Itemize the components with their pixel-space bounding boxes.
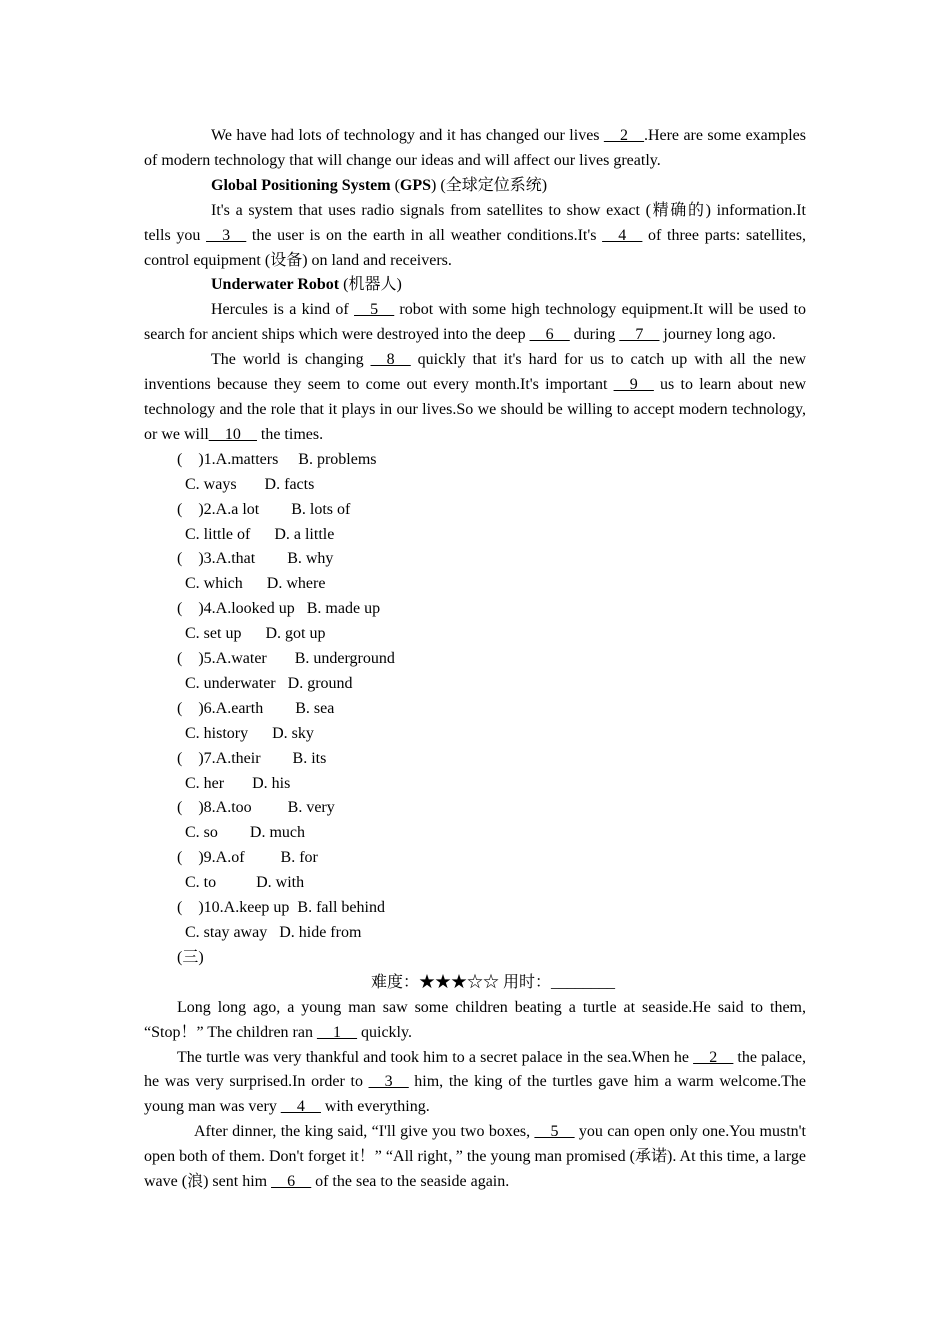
text-run: the user is on the earth in all weather conditions.It's [246,226,603,244]
question-line: ( )3.A.that B. why [177,550,334,568]
text-run: Long long ago, a young man saw some children beating a turtle at seaside.He said to them, “Stop！” The children ran [144,998,806,1041]
question-options: C. to D. with [185,874,305,892]
question-options: C. her D. his [185,774,291,792]
text-run: The turtle was very thankful and took him to a secret palace in the sea.When he [177,1048,694,1066]
text-run: (机器人) [339,276,402,294]
blank-3: __3__ [368,1073,409,1091]
blank-5: __5__ [354,301,395,319]
text-run: with everything. [320,1098,430,1116]
blank-4: __4__ [602,226,643,244]
text-run: during [569,326,620,344]
question-options: C. underwater D. ground [185,674,353,692]
question-line: ( )7.A.their B. its [177,749,327,767]
passage-paragraph [144,124,806,174]
question-line: ( )9.A.of B. for [177,849,318,867]
document-page [144,124,806,1195]
question-line: ( )1.A.matters B. problems [177,450,377,468]
text-run: him, the king of the turtles gave him a warm welcome.The young man was very [144,1073,806,1116]
text-run: quickly. [357,1023,412,1041]
blank-7: __7__ [619,326,660,344]
passage-paragraph [144,996,806,1046]
text-run: the times. [256,425,324,443]
passage-paragraph [144,199,806,274]
text-run: It's a system that uses radio signals from satellites to show exact (精确的) information.It tells you [144,201,806,244]
text-run: you can open only one.You mustn't open both of them. Don't forget it！” “All right，” the young man promised (承诺). At this time, a large wave (浪) sent him [144,1123,806,1191]
blank-3: __3__ [206,226,247,244]
text-run: the palace, he was very surprised.In order to [144,1048,807,1091]
text-run: journey long ago. [659,326,776,344]
passage-paragraph [144,348,806,448]
question-options: C. little of D. a little [185,525,335,543]
blank-6: __6__ [529,326,570,344]
question-line: ( )4.A.looked up B. made up [177,600,381,618]
blank-2: __2__ [603,127,644,144]
text-run: us to learn about new technology and the role that it plays in our lives.So we should be willing to accept modern technology, or we will [144,376,806,443]
blank-4: __4__ [280,1098,321,1116]
passage-paragraph [144,1046,806,1121]
heading-bold: Underwater Robot [211,276,340,294]
question-options: C. set up D. got up [185,625,326,643]
question-line: ( )10.A.keep up B. fall behind [177,899,385,917]
heading-abbrev: GPS [399,176,432,194]
passage-paragraph [144,1120,806,1195]
section-heading-gps [144,174,806,199]
question-line: ( )6.A.earth B. sea [177,699,335,717]
blank-2: __2__ [693,1048,734,1066]
question-options: C. which D. where [185,575,326,593]
blank-6: __6__ [271,1173,312,1191]
text-run: Hercules is a kind of [211,301,355,319]
question-options: C. so D. much [185,824,305,842]
blank-8: __8__ [370,351,411,369]
heading-bold: Global Positioning System [211,176,391,194]
question-line: ( )8.A.too B. very [177,799,335,817]
text-run: ( [390,176,400,194]
text-run: The world is changing [211,351,371,369]
blank-5: __5__ [534,1123,575,1141]
blank-1: __1__ [317,1023,357,1041]
text-run: robot with some high technology equipment.It will be used to search for ancient ships which were destroyed into the deep [144,301,807,344]
blank-9: __9__ [613,376,654,394]
passage-paragraph [144,298,806,348]
blank-10: __10__ [208,425,257,443]
text-run: quickly that it's hard for us to catch up with all the new inventions because they seem to come out every month.It's important [144,351,806,394]
section-label: (三) [177,948,204,966]
difficulty-line: 难度：★★★☆☆ 用时：________ [370,973,615,991]
text-run: After dinner, the king said, “I'll give you two boxes, [194,1123,535,1141]
question-options: C. history D. sky [185,724,314,742]
text-run: We have had lots of technology and it has changed our lives [211,127,604,144]
question-line: ( )5.A.water B. underground [177,650,395,668]
text-run: ) (全球定位系统) [431,176,548,194]
text-run: of the sea to the seaside again. [311,1173,510,1191]
text-run: .Here are some examples of modern technology that will change our ideas and will affect our lives greatly. [144,127,807,169]
question-options: C. ways D. facts [185,475,315,493]
question-line: ( )2.A.a lot B. lots of [177,500,351,518]
section-heading-robot [144,273,806,298]
question-options: C. stay away D. hide from [185,924,362,941]
question-list [144,448,806,946]
text-run: of three parts: satellites, control equipment (设备) on land and receivers. [144,226,807,269]
